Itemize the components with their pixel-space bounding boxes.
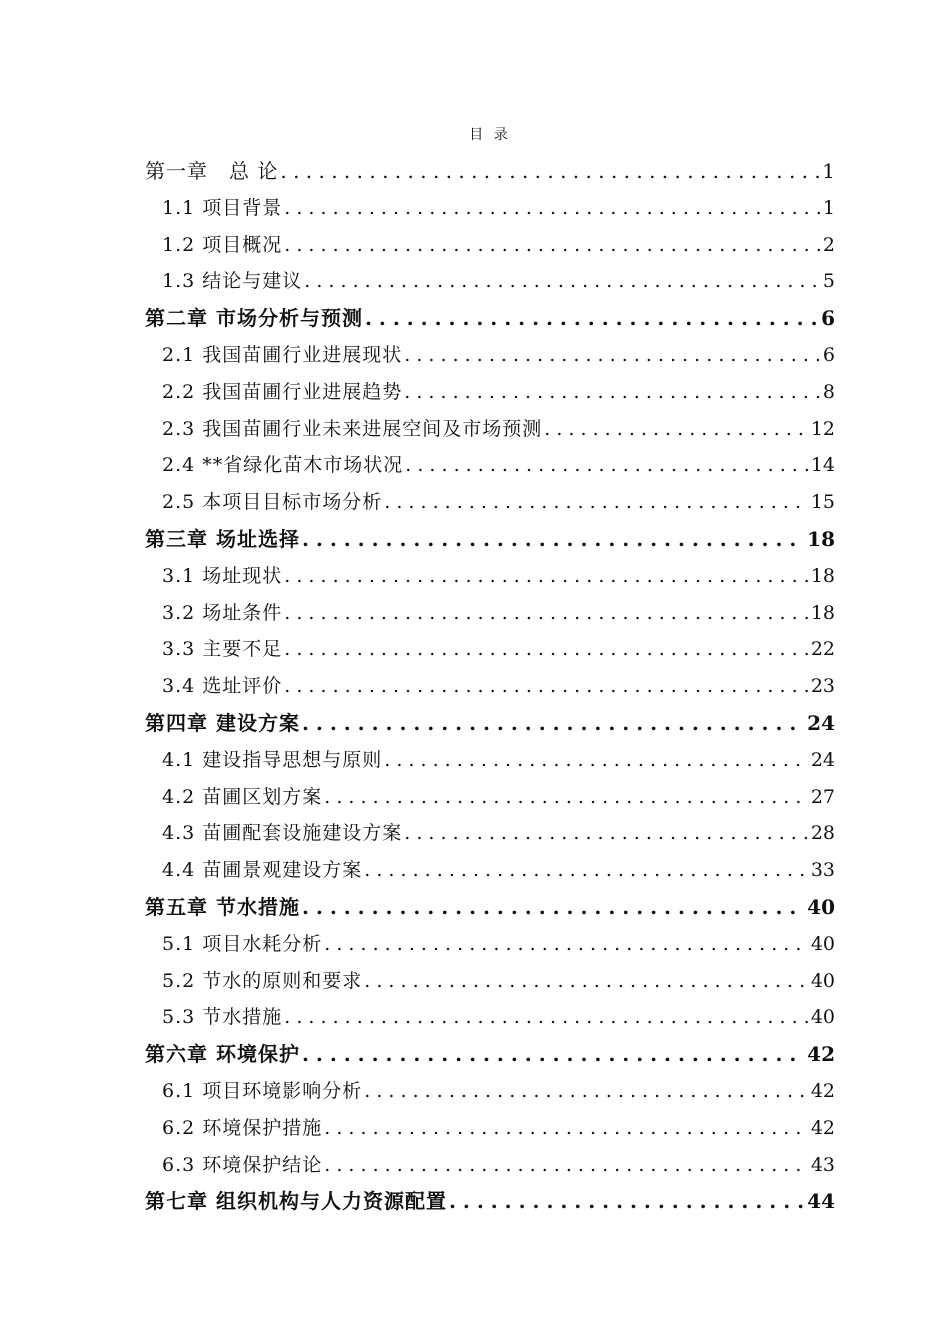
toc-dot-leader	[302, 521, 805, 558]
toc-page-number: 40	[807, 894, 835, 919]
toc-entry-label: 第七章 组织机构与人力资源配置	[145, 1189, 447, 1214]
toc-page-number: 6	[821, 306, 835, 331]
toc-entry-label: 第五章 节水措施	[145, 894, 300, 919]
toc-section-entry[interactable]	[145, 742, 835, 779]
toc-dot-leader	[364, 852, 809, 889]
toc-entry-label: 3.2 场址条件	[162, 601, 283, 624]
toc-page-number: 5	[822, 270, 835, 293]
toc-chapter-entry[interactable]	[145, 1183, 835, 1220]
toc-dot-leader	[405, 447, 809, 484]
toc-page-number: 28	[810, 822, 835, 845]
toc-entry-label: 5.2 节水的原则和要求	[162, 969, 363, 992]
toc-entry-label: 4.3 苗圃配套设施建设方案	[162, 822, 403, 845]
toc-section-entry[interactable]	[145, 484, 835, 521]
toc-dot-leader	[304, 263, 821, 300]
toc-section-entry[interactable]	[145, 227, 835, 264]
toc-entry-label: 第四章 建设方案	[145, 710, 300, 735]
toc-chapter-entry[interactable]	[145, 705, 835, 742]
toc-entry-label: 3.3 主要不足	[162, 638, 283, 661]
toc-entry-label: 4.4 苗圃景观建设方案	[162, 859, 363, 882]
toc-dot-leader	[284, 190, 821, 227]
toc-entry-label: 2.4 **省绿化苗木市场状况	[162, 454, 404, 477]
toc-entry-label: 第六章 环境保护	[145, 1042, 300, 1067]
toc-page-number: 24	[810, 748, 835, 771]
toc-entry-label: 2.2 我国苗圃行业进展趋势	[162, 380, 403, 403]
toc-chapter-entry[interactable]	[145, 1036, 835, 1073]
toc-dot-leader	[544, 411, 809, 448]
toc-entry-label: 6.2 环境保护措施	[162, 1116, 323, 1139]
toc-entry-label: 第三章 场址选择	[145, 526, 300, 551]
toc-page-number: 18	[810, 564, 835, 587]
toc-page-number: 43	[810, 1153, 835, 1176]
toc-dot-leader	[324, 1147, 809, 1184]
toc-page-number: 42	[810, 1079, 835, 1102]
toc-page-number: 14	[810, 454, 835, 477]
toc-entry-label: 5.1 项目水耗分析	[162, 932, 323, 955]
toc-section-entry[interactable]	[145, 631, 835, 668]
toc-section-entry[interactable]	[145, 1110, 835, 1147]
toc-section-entry[interactable]	[145, 411, 835, 448]
toc-dot-leader	[404, 815, 809, 852]
toc-dot-leader	[284, 558, 809, 595]
toc-dot-leader	[384, 742, 809, 779]
toc-dot-leader	[449, 1183, 805, 1220]
toc-page-number: 6	[822, 343, 835, 366]
toc-dot-leader	[302, 1036, 805, 1073]
toc-entry-label: 第一章 总 论	[145, 159, 279, 183]
toc-dot-leader	[384, 484, 809, 521]
toc-dot-leader	[404, 374, 821, 411]
toc-section-entry[interactable]	[145, 1073, 835, 1110]
toc-entry-label: 6.3 环境保护结论	[162, 1153, 323, 1176]
toc-dot-leader	[284, 631, 809, 668]
toc-dot-leader	[364, 1073, 809, 1110]
toc-dot-leader	[280, 153, 820, 190]
toc-entry-label: 1.3 结论与建议	[162, 270, 303, 293]
toc-page-number: 44	[807, 1189, 835, 1214]
toc-entry-label: 3.1 场址现状	[162, 564, 283, 587]
toc-dot-leader	[404, 337, 821, 374]
toc-section-entry[interactable]	[145, 926, 835, 963]
toc-chapter-entry[interactable]	[145, 153, 835, 190]
toc-chapter-entry[interactable]	[145, 521, 835, 558]
toc-page-number: 24	[807, 710, 835, 735]
toc-page-number: 40	[810, 969, 835, 992]
toc-title: 目 录	[469, 127, 511, 143]
table-of-contents	[145, 153, 835, 1220]
toc-page-number: 15	[810, 491, 835, 514]
toc-section-entry[interactable]	[145, 190, 835, 227]
toc-section-entry[interactable]	[145, 337, 835, 374]
toc-dot-leader	[302, 889, 805, 926]
toc-section-entry[interactable]	[145, 779, 835, 816]
toc-entry-label: 6.1 项目环境影响分析	[162, 1079, 363, 1102]
toc-dot-leader	[284, 595, 809, 632]
toc-section-entry[interactable]	[145, 999, 835, 1036]
toc-page-number: 12	[810, 417, 835, 440]
toc-page-number: 27	[810, 785, 835, 808]
toc-dot-leader	[364, 963, 809, 1000]
toc-entry-label: 5.3 节水措施	[162, 1006, 283, 1029]
toc-section-entry[interactable]	[145, 447, 835, 484]
toc-page-number: 18	[810, 601, 835, 624]
toc-section-entry[interactable]	[145, 852, 835, 889]
toc-page-number: 42	[810, 1116, 835, 1139]
toc-dot-leader	[324, 1110, 809, 1147]
toc-entry-label: 1.2 项目概况	[162, 233, 283, 256]
toc-page-number: 42	[807, 1042, 835, 1067]
toc-dot-leader	[284, 668, 809, 705]
toc-page-number: 8	[822, 380, 835, 403]
toc-entry-label: 3.4 选址评价	[162, 675, 283, 698]
toc-section-entry[interactable]	[145, 374, 835, 411]
toc-dot-leader	[284, 999, 809, 1036]
toc-chapter-entry[interactable]	[145, 889, 835, 926]
toc-chapter-entry[interactable]	[145, 300, 835, 337]
toc-page-number: 22	[810, 638, 835, 661]
toc-dot-leader	[324, 779, 809, 816]
toc-page-number: 33	[810, 859, 835, 882]
toc-page-number: 18	[807, 526, 835, 551]
toc-section-entry[interactable]	[145, 1147, 835, 1184]
toc-page-number: 1	[822, 159, 835, 183]
toc-page-number: 40	[810, 932, 835, 955]
toc-page-number: 2	[822, 233, 835, 256]
toc-entry-label: 2.1 我国苗圃行业进展现状	[162, 343, 403, 366]
toc-page-number: 40	[810, 1006, 835, 1029]
toc-dot-leader	[365, 300, 819, 337]
toc-entry-label: 1.1 项目背景	[162, 196, 283, 219]
toc-section-entry[interactable]	[145, 815, 835, 852]
toc-entry-label: 2.3 我国苗圃行业未来进展空间及市场预测	[162, 417, 543, 440]
toc-page-number: 23	[810, 675, 835, 698]
toc-entry-label: 2.5 本项目目标市场分析	[162, 491, 383, 514]
toc-entry-label: 4.2 苗圃区划方案	[162, 785, 323, 808]
toc-entry-label: 4.1 建设指导思想与原则	[162, 748, 383, 771]
toc-section-entry[interactable]	[145, 595, 835, 632]
toc-dot-leader	[284, 227, 821, 264]
toc-page-number: 1	[822, 196, 835, 219]
toc-dot-leader	[302, 705, 805, 742]
toc-entry-label: 第二章 市场分析与预测	[145, 306, 363, 331]
toc-section-entry[interactable]	[145, 668, 835, 705]
toc-section-entry[interactable]	[145, 963, 835, 1000]
toc-section-entry[interactable]	[145, 558, 835, 595]
toc-dot-leader	[324, 926, 809, 963]
toc-section-entry[interactable]	[145, 263, 835, 300]
